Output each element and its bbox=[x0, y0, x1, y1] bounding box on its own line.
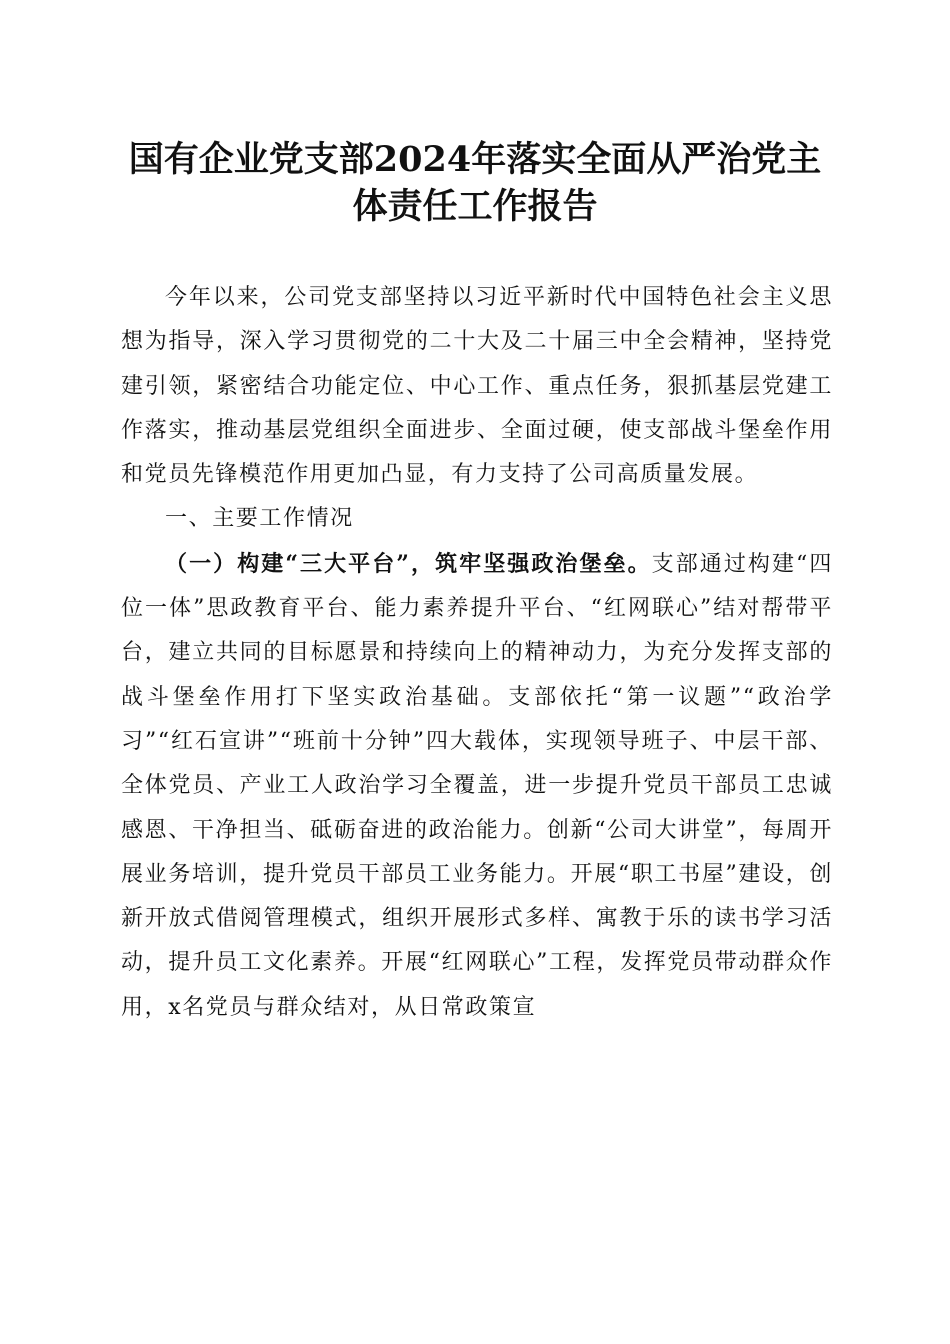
section-heading: 一、主要工作情况 bbox=[165, 506, 354, 532]
document-title-line-1: 国有企业党支部2024年落实全面从严治党主 bbox=[128, 139, 822, 180]
subsection-title: （一）构建“三大平台”，筑牢坚强政治堡垒。 bbox=[165, 550, 652, 577]
intro-paragraph: 今年以来，公司党支部坚持以习近平新时代中国特色社会主义思想为指导，深入学习贯彻党的二十大及二十届三中全会精神，坚持党建引领，紧密结合功能定位、中心工作、重点任务，狠抓基层党建工作落实，推动基层党组织全面进步、全面过硬，使支部战斗堡垒作用和党员先锋模范作用更加凸显，有力支持了公司高质量发展。 bbox=[121, 285, 833, 488]
document-body bbox=[121, 276, 833, 1030]
subsection-paragraph bbox=[121, 542, 833, 1030]
document-title-line-2: 体责任工作报告 bbox=[352, 186, 598, 227]
subsection-body: 支部通过构建“四位一体”思政教育平台、能力素养提升平台、“红网联心”结对帮带平台，建立共同的目标愿景和持续向上的精神动力，为充分发挥支部的战斗堡垒作用打下坚实政治基础。支部依托“第一议题”“政治学习”“红石宣讲”“班前十分钟”四大载体，实现领导班子、中层干部、全体党员、产业工人政治学习全覆盖，进一步提升党员干部员工忠诚感恩、干净担当、砥砺奋进的政治能力。创新“公司大讲堂”，每周开展业务培训，提升党员干部员工业务能力。开展“职工书屋”建设，创新开放式借阅管理模式，组织开展形式多样、寓教于乐的读书学习活动，提升员工文化素养。开展“红网联心”工程，发挥党员带动群众作用，x名党员与群众结对，从日常政策宣 bbox=[121, 551, 833, 1020]
